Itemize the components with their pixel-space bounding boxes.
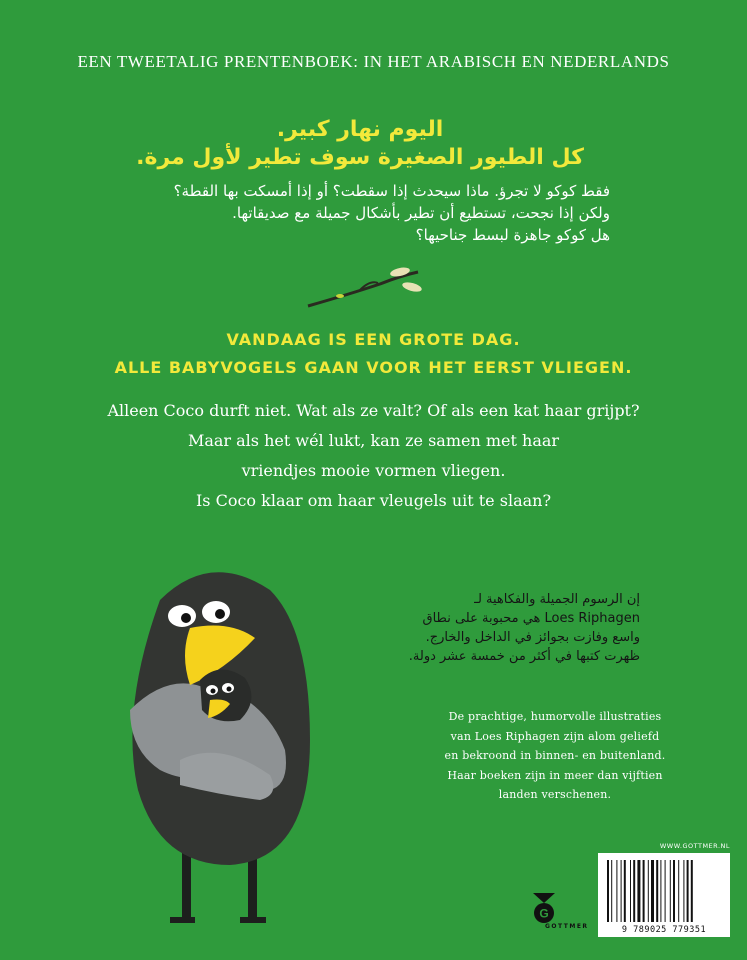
- dutch-body-line-3: vriendjes mooie vormen vliegen.: [241, 461, 506, 480]
- dutch-bio-line-1: De prachtige, humorvolle illustraties: [448, 710, 662, 723]
- dutch-headline-line-2: ALLE BABYVOGELS GAAN VOOR HET EERST VLIEGEN.: [114, 358, 633, 377]
- arabic-body-line-3: هل كوكو جاهزة لبسط جناحيها؟: [415, 226, 610, 244]
- arabic-body: [100, 180, 610, 246]
- dutch-bio-line-4: Haar boeken zijn in meer dan vijftien: [447, 768, 663, 782]
- dutch-body-line-2: Maar als het wél lukt, kan ze samen met haar: [187, 431, 560, 450]
- author-name: Loes Riphagen: [544, 611, 640, 626]
- dutch-body-line-1: Alleen Coco durft niet. Wat als ze valt? Of als een kat haar grijpt?: [107, 401, 640, 420]
- publisher-logo-letter: G: [539, 906, 549, 921]
- dutch-bio-line-3: en bekroond in binnen- en buitenland.: [444, 749, 666, 762]
- arabic-author-bio: [375, 590, 640, 666]
- dutch-bio-line-5: landen verschenen.: [498, 788, 612, 801]
- arabic-bio-line-2: [375, 609, 640, 628]
- dutch-headline: [40, 326, 707, 382]
- tagline: EEN TWEETALIG PRENTENBOEK: IN HET ARABISCH EN NEDERLANDS: [77, 52, 670, 71]
- arabic-headline-line-1: اليوم نهار كبير.: [276, 117, 444, 142]
- branch-illustration: [300, 262, 440, 312]
- publisher-name: GOTTMER: [545, 923, 589, 930]
- arabic-headline-line-2: كل الطيور الصغيرة سوف تطير لأول مرة.: [136, 145, 584, 170]
- dutch-author-bio: [395, 707, 715, 805]
- arabic-headline: [100, 116, 620, 172]
- isbn-number: 9 789025 779351: [621, 925, 707, 935]
- dutch-body-line-4: Is Coco klaar om haar vleugels uit te slaan?: [195, 491, 552, 510]
- bird-illustration: [120, 560, 330, 930]
- arabic-body-line-2: ولكن إذا نجحت، تستطيع أن تطير بأشكال جميلة مع صديقاتها.: [232, 204, 610, 222]
- arabic-bio-line-2-text: هي محبوبة على نطاق: [422, 611, 541, 626]
- arabic-bio-line-3: واسع وفازت بجوائز في الداخل والخارج.: [425, 630, 640, 645]
- arabic-bio-line-4: ظهرت كتبها في أكثر من خمسة عشر دولة.: [408, 649, 640, 664]
- dutch-bio-line-2: van Loes Riphagen zijn alom geliefd: [450, 729, 660, 743]
- website[interactable]: WWW.GOTTMER.NL: [659, 842, 730, 850]
- arabic-bio-line-1: إن الرسوم الجميلة والفكاهية لـ: [474, 592, 640, 607]
- arabic-body-line-1: فقط كوكو لا تجرؤ. ماذا سيحدث إذا سقطت؟ أو إذا أمسكت بها القطة؟: [173, 182, 610, 200]
- dutch-headline-line-1: VANDAAG IS EEN GROTE DAG.: [226, 330, 521, 349]
- barcode-icon: [605, 860, 723, 924]
- dutch-body: [40, 396, 707, 516]
- publisher-logo-icon: [527, 891, 561, 927]
